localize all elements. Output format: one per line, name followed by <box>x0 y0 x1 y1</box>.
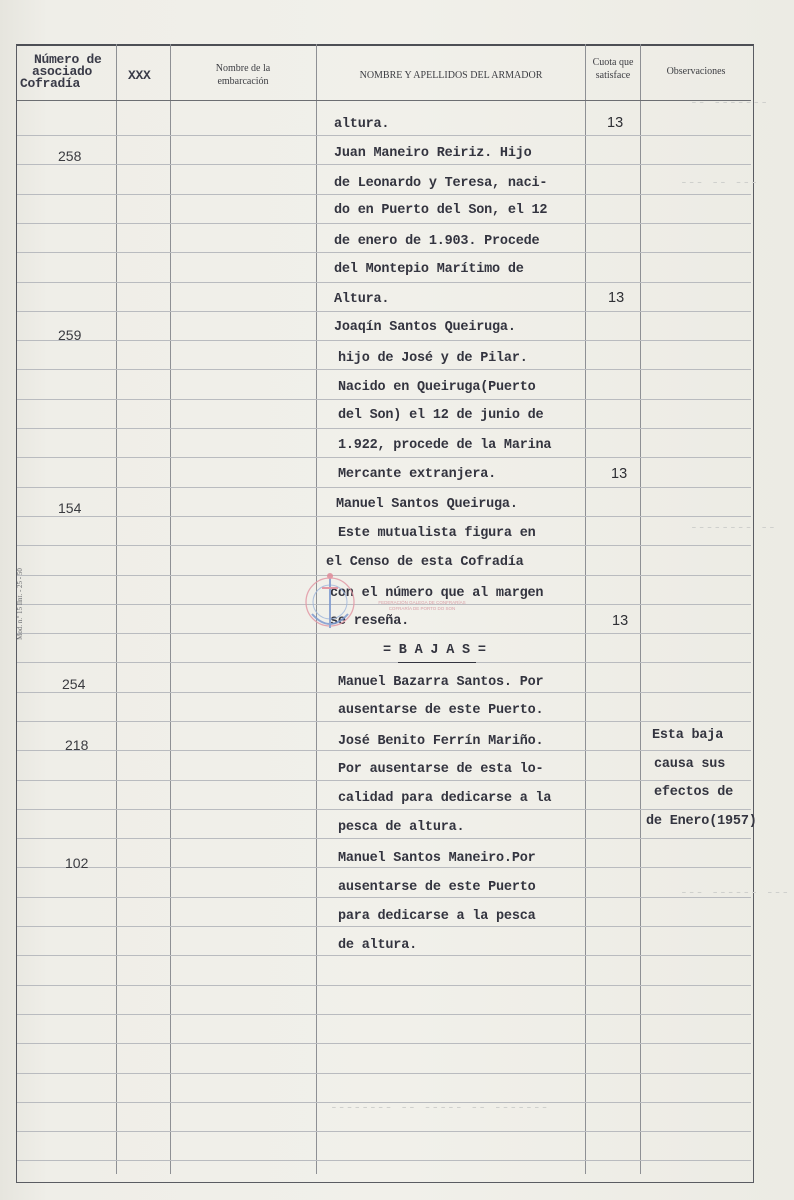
bleed-through-text: --- ------ --- <box>680 885 790 900</box>
owner-text-line: Manuel Santos Queiruga. <box>336 497 518 512</box>
col-header-vessel-name: Nombre de la embarcación <box>215 63 271 87</box>
quota-value: 13 <box>607 115 624 131</box>
ruled-line <box>17 399 751 400</box>
ruled-line <box>17 867 751 868</box>
ruled-line <box>17 340 751 341</box>
ruled-line <box>17 223 751 224</box>
ruled-line <box>17 662 751 663</box>
associate-number: 259 <box>58 327 82 343</box>
section-title-underline <box>398 662 476 663</box>
stamp-caption: FEDERACIÓN GALEGA DE CONFRARÍAS COFRARÍA DE PORTO DO SON <box>378 600 466 611</box>
owner-text-line: calidad para dedicarse a la <box>338 791 552 806</box>
owner-text-line: Altura. <box>334 292 390 307</box>
owner-text-line: del Son) el 12 de junio de <box>338 408 544 423</box>
ruled-line <box>17 194 751 195</box>
ruled-line <box>17 1160 751 1161</box>
ruled-line <box>17 1131 751 1132</box>
form-model-mark: Mod. n.º 15 Ilnt. - 25 - 50 <box>15 568 24 640</box>
observation-line: de Enero(1957) <box>646 814 757 829</box>
owner-text-line: José Benito Ferrín Mariño. <box>338 734 544 749</box>
owner-text-line: ausentarse de este Puerto <box>338 880 536 895</box>
ruled-line <box>17 926 751 927</box>
column-divider <box>585 44 586 1174</box>
ruled-line <box>17 164 751 165</box>
ruled-line <box>17 809 751 810</box>
ruled-line <box>17 633 751 634</box>
owner-text-line: Manuel Santos Maneiro.Por <box>338 851 536 866</box>
section-title-bajas: = B A J A S = <box>383 643 486 658</box>
ruled-line <box>17 1043 751 1044</box>
owner-text-line: Joaqín Santos Queiruga. <box>334 320 516 335</box>
ruled-line <box>17 487 751 488</box>
owner-text-line: hijo de José y de Pilar. <box>338 351 528 366</box>
anchor-seal-stamp <box>300 568 360 640</box>
ruled-line <box>17 457 751 458</box>
ruled-line <box>17 545 751 546</box>
owner-text-line: Manuel Bazarra Santos. Por <box>338 675 544 690</box>
ruled-line <box>17 985 751 986</box>
ruled-line <box>17 955 751 956</box>
bleed-through-text: --- -- --- <box>680 175 759 190</box>
ruled-line <box>17 721 751 722</box>
owner-text-line: Este mutualista figura en <box>338 526 536 541</box>
ruled-line <box>17 369 751 370</box>
ruled-line <box>17 135 751 136</box>
bleed-through-text: -------- -- ----- -- ------- <box>330 1100 549 1115</box>
owner-text-line: el Censo de esta Cofradía <box>326 555 524 570</box>
ruled-line <box>17 838 751 839</box>
col-header-owner-name: NOMBRE Y APELLIDOS DEL ARMADOR <box>359 70 543 81</box>
col-header-associate-number: Número de asociado Cofradía <box>20 52 102 91</box>
owner-text-line: Mercante extranjera. <box>338 467 497 482</box>
column-divider <box>640 44 641 1174</box>
owner-text-line: del Montepio Marítimo de <box>334 262 524 277</box>
associate-number: 218 <box>65 737 89 753</box>
col-header-observations: Observaciones <box>666 66 726 77</box>
quota-value: 13 <box>608 290 625 306</box>
observation-line: efectos de <box>654 785 734 800</box>
ruled-line <box>17 1014 751 1015</box>
associate-number: 154 <box>58 500 82 516</box>
owner-text-line: de Leonardo y Teresa, naci- <box>334 176 548 191</box>
ruled-line <box>17 575 751 576</box>
ruled-line <box>17 516 751 517</box>
owner-text-line: para dedicarse a la pesca <box>338 909 536 924</box>
ruled-line <box>17 311 751 312</box>
column-divider <box>170 44 171 1174</box>
ruled-line <box>17 282 751 283</box>
ruled-line <box>17 1073 751 1074</box>
owner-text-line: Juan Maneiro Reiriz. Hijo <box>334 146 532 161</box>
owner-text-line: altura. <box>334 117 390 132</box>
bleed-through-text: -- ------- <box>690 95 769 110</box>
col-header-struck: XXX <box>128 68 151 83</box>
owner-text-line: ausentarse de este Puerto. <box>338 703 544 718</box>
owner-text-line: 1.922, procede de la Marina <box>338 438 552 453</box>
ruled-line <box>17 252 751 253</box>
associate-number: 102 <box>65 855 89 871</box>
owner-text-line: Por ausentarse de esta lo- <box>338 762 544 777</box>
ruled-line <box>17 692 751 693</box>
ruled-line <box>17 780 751 781</box>
ruled-line <box>17 428 751 429</box>
owner-text-line: se reseña. <box>330 614 410 629</box>
observation-line: Esta baja <box>652 728 724 743</box>
ruled-line <box>17 750 751 751</box>
header-bottom-rule <box>17 100 751 101</box>
associate-number: 258 <box>58 148 82 164</box>
column-divider <box>116 44 117 1174</box>
owner-text-line: con el número que al margen <box>330 586 544 601</box>
quota-value: 13 <box>612 613 629 629</box>
associate-number: 254 <box>62 676 86 692</box>
owner-text-line: do en Puerto del Son, el 12 <box>334 203 548 218</box>
col-header-quota: Cuota que satisface <box>592 57 634 81</box>
bleed-through-text: -------- -- <box>690 520 776 535</box>
quota-value: 13 <box>611 466 628 482</box>
observation-line: causa sus <box>654 757 726 772</box>
ruled-line <box>17 897 751 898</box>
owner-text-line: de altura. <box>338 938 418 953</box>
owner-text-line: Nacido en Queiruga(Puerto <box>338 380 536 395</box>
owner-text-line: pesca de altura. <box>338 820 465 835</box>
owner-text-line: de enero de 1.903. Procede <box>334 234 540 249</box>
